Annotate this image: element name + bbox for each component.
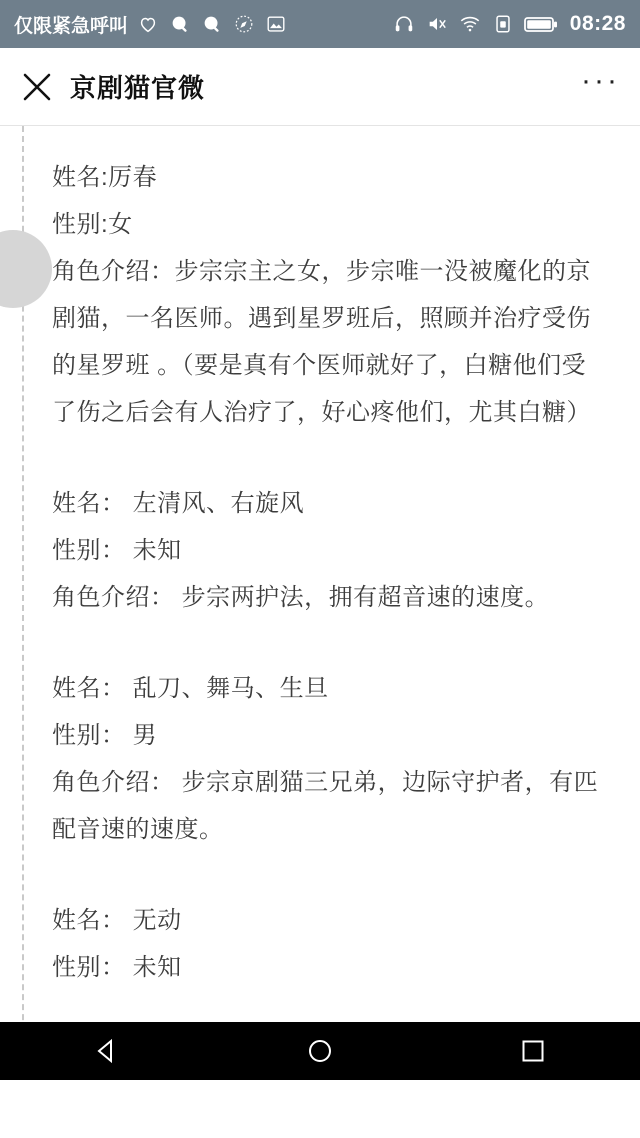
page-title: 京剧猫官微 <box>70 73 206 103</box>
close-icon[interactable] <box>16 66 58 108</box>
article-line: 性别： 未知 <box>52 954 182 981</box>
recents-square-icon[interactable] <box>498 1022 568 1080</box>
sim-card-icon <box>491 12 515 36</box>
image-icon <box>264 12 288 36</box>
article-line: 性别： 男 <box>52 722 158 749</box>
article-block <box>52 665 600 853</box>
more-options-icon[interactable]: ··· <box>581 63 620 97</box>
back-triangle-icon[interactable] <box>72 1022 142 1080</box>
status-bar <box>0 0 640 48</box>
heart-icon <box>136 12 160 36</box>
wifi-icon <box>458 12 482 36</box>
headphones-icon <box>392 12 416 36</box>
article-line: 姓名： 无动 <box>52 907 182 934</box>
carrier-label: 仅限紧急呼叫 <box>14 15 129 37</box>
article-line: 性别： 未知 <box>52 537 182 564</box>
article-block <box>52 480 600 621</box>
article-line: 角色介绍：步宗宗主之女，步宗唯一没被魔化的京剧猫，一名医师。遇到星罗班后，照顾并治疗受伤的星罗班 。（要是真有个医师就好了，白糖他们受了伤之后会有人治疗了，好心疼他们，尤其白糖） <box>52 258 591 426</box>
article-body <box>0 126 640 991</box>
compass-icon <box>232 12 256 36</box>
article-block <box>52 154 600 436</box>
article-scroll-area[interactable] <box>0 126 640 1080</box>
article-line: 角色介绍： 步宗两护法，拥有超音速的速度。 <box>52 584 550 611</box>
article-line: 姓名： 乱刀、舞马、生旦 <box>52 675 329 702</box>
home-circle-icon[interactable] <box>285 1022 355 1080</box>
article-line: 角色介绍： 步宗京剧猫三兄弟，边际守护者，有匹配音速的速度。 <box>52 769 599 843</box>
article-line: 性别:女 <box>52 211 133 238</box>
status-bar-left <box>14 11 392 38</box>
article-line: 姓名:厉春 <box>52 164 158 191</box>
article-line: 姓名： 左清风、右旋风 <box>52 490 305 517</box>
system-navigation-bar <box>0 1022 640 1080</box>
article-block <box>52 897 600 991</box>
status-bar-right <box>392 12 626 36</box>
title-bar <box>0 48 640 126</box>
clock-label: 08:28 <box>569 12 626 35</box>
search-circle-icon-2 <box>200 12 224 36</box>
search-circle-icon <box>168 12 192 36</box>
battery-icon <box>524 12 558 36</box>
mute-icon <box>425 12 449 36</box>
